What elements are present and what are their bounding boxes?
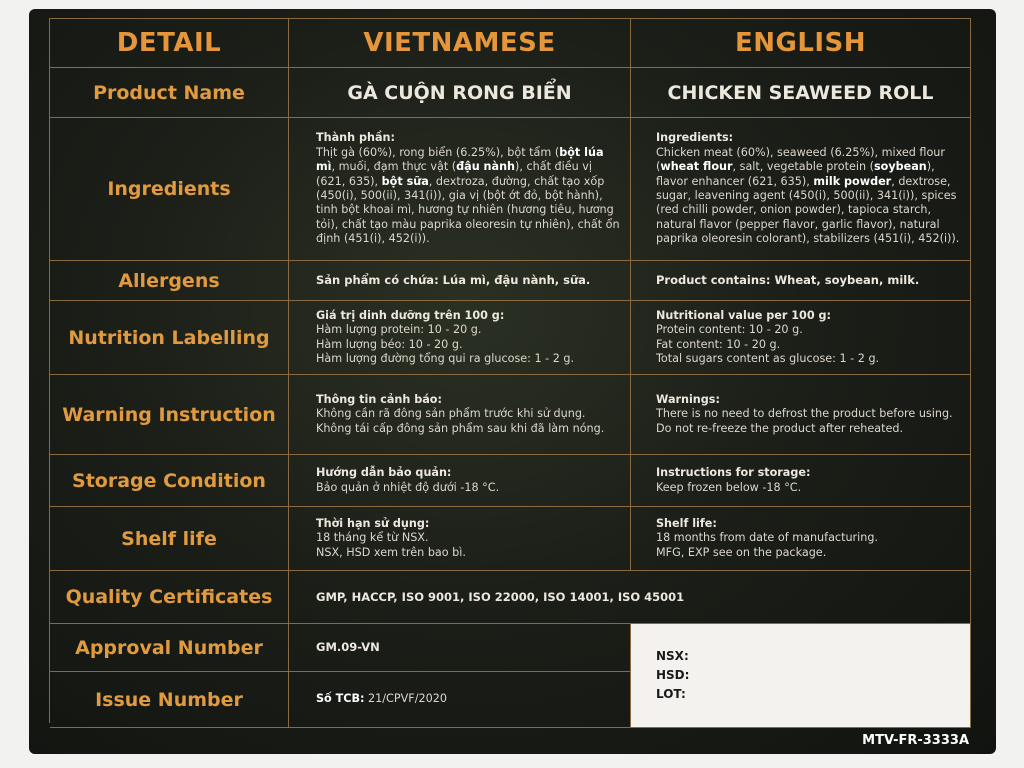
row-label-shelf-life: Shelf life — [50, 507, 289, 571]
ingredients-en-title: Ingredients: — [656, 131, 734, 145]
storage-vi-line: Bảo quản ở nhiệt độ dưới -18 °C. — [316, 480, 500, 494]
warning-vi-line: Không tái cấp đông sản phẩm sau khi đã làm nóng. — [316, 421, 605, 435]
row-label-approval: Approval Number — [50, 624, 289, 672]
nutrition-en-line: Protein content: 10 - 20 g. — [656, 323, 803, 337]
nutrition-en — [631, 301, 971, 375]
issue-value: 21/CPVF/2020 — [368, 692, 447, 706]
ingredients-vi-title: Thành phần: — [316, 131, 395, 145]
product-name-en: CHICKEN SEAWEED ROLL — [631, 68, 971, 118]
product-code: MTV-FR-3333A — [862, 733, 969, 748]
row-label-allergens: Allergens — [50, 261, 289, 301]
issue-prefix: Số TCB: — [316, 692, 365, 706]
shelf-en-line: MFG, EXP see on the package. — [656, 545, 827, 559]
header-detail: DETAIL — [50, 19, 289, 68]
row-label-quality: Quality Certificates — [50, 571, 289, 624]
nutrition-vi-line: Hàm lượng béo: 10 - 20 g. — [316, 337, 463, 351]
nutrition-en-line: Total sugars content as glucose: 1 - 2 g. — [656, 351, 880, 365]
storage-vi — [289, 455, 631, 507]
row-label-storage: Storage Condition — [50, 455, 289, 507]
storage-en-line: Keep frozen below -18 °C. — [656, 480, 802, 494]
stamp-lot: LOT: — [656, 687, 686, 701]
shelf-vi — [289, 507, 631, 571]
allergens-vi: Sản phẩm có chứa: Lúa mì, đậu nành, sữa. — [289, 261, 631, 301]
storage-en — [631, 455, 971, 507]
storage-en-title: Instructions for storage: — [656, 466, 811, 480]
warning-en-line: Do not re-freeze the product after reheated. — [656, 421, 904, 435]
ingredients-en-text: Chicken meat (60%), seaweed (6.25%), mixed flour (wheat flour, salt, vegetable protein (soybean), flavor enhancer (621, 635), milk powder, dextrose, sugar, leavening agent (450(i), 500(ii), 341(i)), spices (red chilli powder, onion powder), tapioca starch, natural flavor (pepper flavor, garlic flavor), natural paprika oleoresin colorant), stabilizers (451(i), 452(i)). — [656, 145, 960, 246]
nutrition-en-title: Nutritional value per 100 g: — [656, 308, 832, 322]
shelf-vi-title: Thời hạn sử dụng: — [316, 516, 430, 530]
shelf-vi-line: NSX, HSD xem trên bao bì. — [316, 545, 466, 559]
ingredients-vi-text: Thịt gà (60%), rong biển (6.25%), bột tẩm (bột lúa mì, muối, đạm thực vật (đậu nành), chất điều vị (621, 635), bột sữa, dextroza, đường, chất tạo xốp (450(i), 500(ii), 341(i)), gia vị (bột ớt đỏ, bột hành), tinh bột khoai mì, hương tự nhiên (hương tiêu, hương tỏi), chất tạo màu paprika oleoresin tự nhiên), chất ổn định (451(i), 452(i)). — [316, 145, 620, 246]
warning-en — [631, 375, 971, 455]
issue-number — [289, 672, 631, 728]
shelf-en-line: 18 months from date of manufacturing. — [656, 531, 879, 545]
nutrition-vi — [289, 301, 631, 375]
header-vietnamese: VIETNAMESE — [289, 19, 631, 68]
shelf-en — [631, 507, 971, 571]
ingredients-vi — [289, 118, 631, 261]
nutrition-vi-line: Hàm lượng đường tổng qui ra glucose: 1 - 2 g. — [316, 351, 575, 365]
header-english: ENGLISH — [631, 19, 971, 68]
row-label-issue: Issue Number — [50, 672, 289, 728]
shelf-vi-line: 18 tháng kể từ NSX. — [316, 531, 429, 545]
storage-vi-title: Hướng dẫn bảo quản: — [316, 466, 452, 480]
approval-number: GM.09-VN — [289, 624, 631, 672]
product-info-table — [49, 18, 971, 723]
warning-vi-title: Thông tin cảnh báo: — [316, 392, 442, 406]
nutrition-vi-line: Hàm lượng protein: 10 - 20 g. — [316, 323, 482, 337]
row-label-nutrition: Nutrition Labelling — [50, 301, 289, 375]
row-label-ingredients: Ingredients — [50, 118, 289, 261]
nutrition-en-line: Fat content: 10 - 20 g. — [656, 337, 781, 351]
nutrition-vi-title: Giá trị dinh dưỡng trên 100 g: — [316, 308, 505, 322]
warning-en-title: Warnings: — [656, 392, 720, 406]
stamp-hsd: HSD: — [656, 668, 690, 682]
warning-vi — [289, 375, 631, 455]
quality-certificates: GMP, HACCP, ISO 9001, ISO 22000, ISO 14001, ISO 45001 — [289, 571, 971, 624]
ingredients-en — [631, 118, 971, 261]
warning-vi-line: Không cần rã đông sản phẩm trước khi sử dụng. — [316, 407, 586, 421]
shelf-en-title: Shelf life: — [656, 516, 717, 530]
date-stamp-box — [631, 624, 971, 728]
product-name-vi: GÀ CUỘN RONG BIỂN — [289, 68, 631, 118]
warning-en-line: There is no need to defrost the product before using. — [656, 407, 953, 421]
stamp-nsx: NSX: — [656, 649, 689, 663]
row-label-warning: Warning Instruction — [50, 375, 289, 455]
allergens-en: Product contains: Wheat, soybean, milk. — [631, 261, 971, 301]
row-label-product-name: Product Name — [50, 68, 289, 118]
